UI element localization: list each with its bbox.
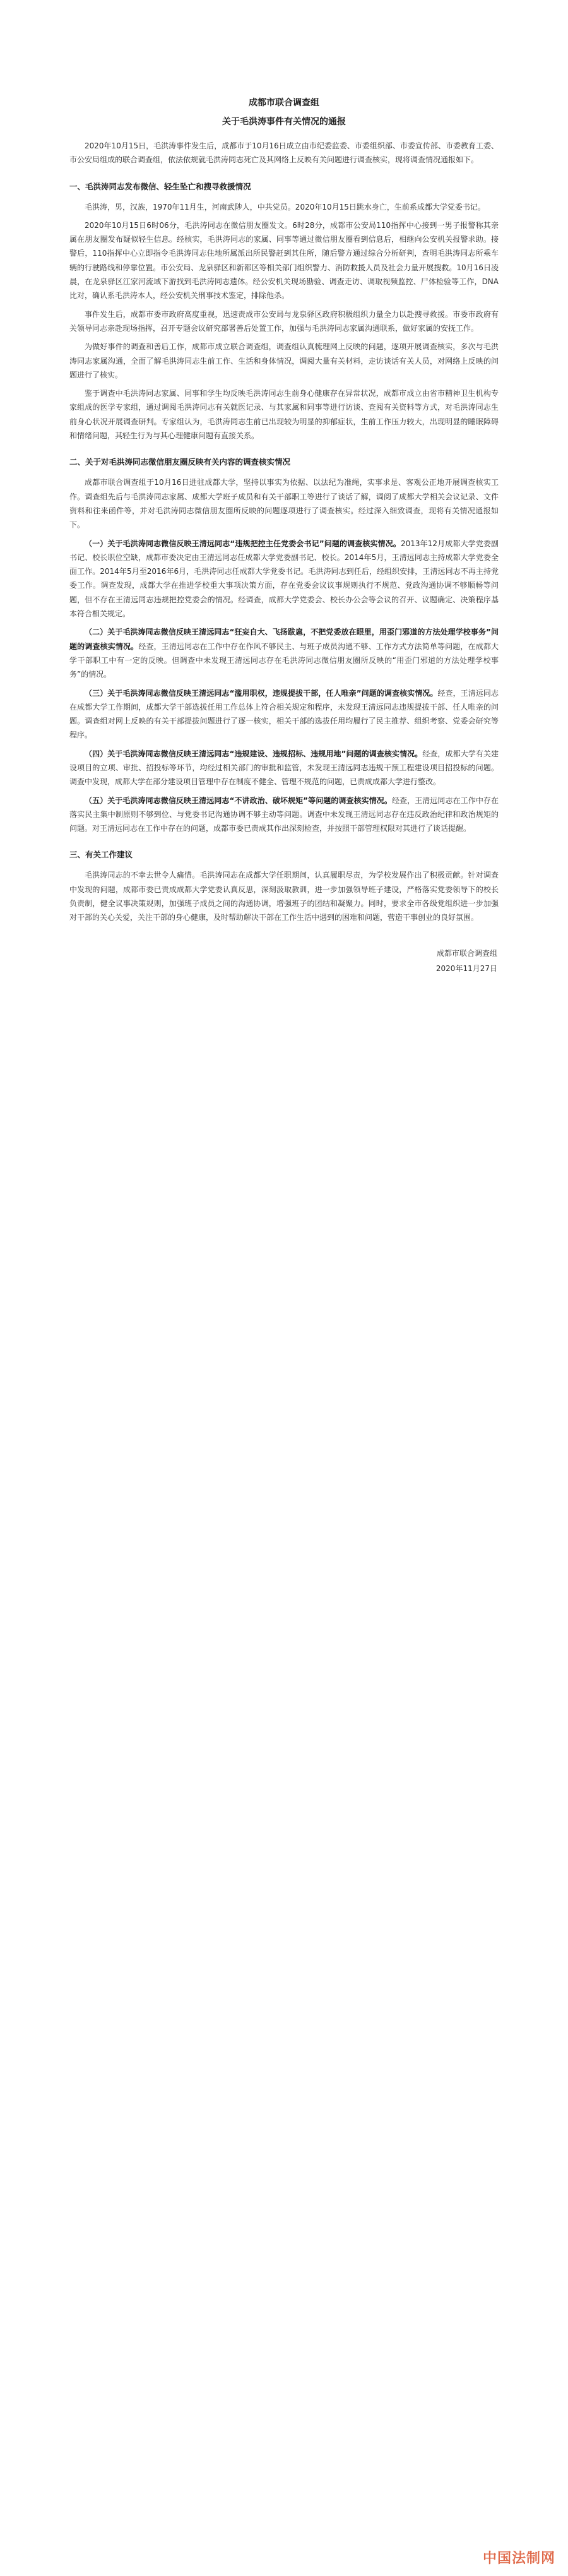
finding-lead: （二）关于毛洪涛同志微信反映王清远同志“狂妄自大、飞扬跋扈，不把党委放在眼里，用歪门邪道的方法处理学校事务”问题的调查核实情况。 bbox=[69, 628, 499, 651]
finding-item bbox=[69, 747, 499, 789]
finding-item bbox=[69, 686, 499, 742]
finding-lead: （三）关于毛洪涛同志微信反映王清远同志“滥用职权，违规提拔干部，任人唯亲”问题的调查核实情况。 bbox=[85, 688, 438, 698]
section-2-heading: 二、关于对毛洪涛同志微信朋友圈反映有关内容的调查核实情况 bbox=[69, 457, 291, 467]
section-1-paragraph: 鉴于调查中毛洪涛同志家属、同事和学生均反映毛洪涛同志生前身心健康存在异常状况，成都市成立由省市精神卫生机构专家组成的医学专家组，通过调阅毛洪涛同志有关就医记录、与其家属和同事等进行访谈、查阅有关资料等方式，对毛洪涛同志生前身心状况开展调查研判。专家组认为，毛洪涛同志生前已出现较为明显的抑郁症状，生前工作压力较大，出现明显的睡眠障碍和情绪问题，其轻生行为与其心理健康问题有直接关系。 bbox=[69, 389, 499, 441]
section-2-paragraph: 成都市联合调查组于10月16日进驻成都大学，坚持以事实为依据、以法纪为准绳，实事求是、客观公正地开展调查核实工作。调查组先后与毛洪涛同志家属、成都大学班子成员和有关干部职工等进行了谈话了解，调阅了成都大学相关会议记录、文件资料和往来函件等，并对毛洪涛同志微信朋友圈所反映的问题逐项进行了调查核实。经过深入细致调查，现将有关情况通报如下。 bbox=[69, 478, 499, 530]
section-3-paragraph: 毛洪涛同志的不幸去世令人痛惜。毛洪涛同志在成都大学任职期间，认真履职尽责，为学校发展作出了积极贡献。针对调查中发现的问题，成都市委已责成成都大学党委认真反思，深刻汲取教训，进一步加强领导班子建设，严格落实党委领导下的校长负责制，健全议事决策规则，加强班子成员之间的沟通协调，增强班子的团结和凝聚力。同时，要求全市各级党组织进一步加强对干部的关心关爱，关注干部的身心健康，及时帮助解决干部在工作生活中遇到的困难和问题，营造干事创业的良好氛围。 bbox=[69, 871, 499, 922]
org-title: 成都市联合调查组 bbox=[249, 98, 319, 108]
signature-org: 成都市联合调查组 bbox=[436, 948, 497, 958]
finding-lead: （一）关于毛洪涛同志微信反映王清远同志“违规把控主任党委会书记”问题的调查核实情况。 bbox=[85, 539, 401, 548]
section-1-paragraph: 毛洪涛，男，汉族，1970年11月生，河南武陟人，中共党员。2020年10月15日跳水身亡，生前系成都大学党委书记。 bbox=[85, 202, 485, 212]
finding-text: 2013年12月成都大学党委副书记、校长职位空缺，成都市委决定由王清远同志任成都大学党委副书记、校长。2014年5月，王清远同志主持成都大学党委全面工作。2014年5月至2016年6月，毛洪涛同志任成都大学党委书记。毛洪涛同志到任后，经组织安排，王清远同志不再主持党委工作。调查发现，成都大学在推进学校重大事项决策方面，存在党委会议议事规则执行不规范、党政沟通协调不够顺畅等问题，但不存在王清远同志违规把控党委会的情况。经调查，成都大学党委会、校长办公会等会议的召开、议题确定、决策程序基本符合相关规定。 bbox=[69, 539, 499, 619]
report-title: 关于毛洪涛事件有关情况的通报 bbox=[222, 117, 346, 127]
finding-text: 经查，王清远同志在工作中存在落实民主集中制原则不够到位、与党委书记沟通协调不够主动等问题。调查中未发现王清远同志存在违反政治纪律和政治规矩的问题。对王清远同志在工作中存在的问题，成都市委已责成其作出深刻检查，并按照干部管理权限对其进行了谈话提醒。 bbox=[69, 796, 499, 833]
finding-lead: （五）关于毛洪涛同志微信反映王清远同志“不讲政治、破坏规矩”等问题的调查核实情况。 bbox=[85, 796, 392, 805]
section-1-heading: 一、毛洪涛同志发布微信、轻生坠亡和搜寻救援情况 bbox=[69, 181, 251, 191]
finding-text: 经查，王清远同志在工作中存在作风不够民主、与班子成员沟通不够、工作方式方法简单等问题，在成都大学干部职工中有一定的反映。但调查中未发现王清远同志存在毛洪涛同志微信朋友圈所反映的“用歪门邪道的方法处理学校事务”的情况。 bbox=[69, 641, 499, 679]
finding-item bbox=[69, 537, 499, 621]
intro-paragraph: 2020年10月15日，毛洪涛事件发生后，成都市于10月16日成立由市纪委监委、市委组织部、市委宣传部、市委教育工委、市公安局组成的联合调查组，依法依规就毛洪涛同志死亡及其网络上反映有关问题进行调查核实，现将调查情况通报如下。 bbox=[69, 141, 499, 165]
section-3-heading: 三、有关工作建议 bbox=[69, 850, 133, 860]
watermark-logo bbox=[483, 2548, 555, 2567]
finding-lead: （四）关于毛洪涛同志微信反映王清远同志“违规建设、违规招标、违规用地”问题的调查核实情况。 bbox=[85, 749, 423, 758]
finding-text: 经查，王清远同志在成都大学工作期间，成都大学干部选拔任用工作总体上符合相关规定和程序，未发现王清远同志违规提拔干部、任人唯亲的问题。调查组对网上反映的有关干部提拔问题进行了逐一核实，相关干部的选拔任用均履行了民主推荐、组织考察、党委会研究等程序。 bbox=[69, 688, 499, 740]
finding-item bbox=[69, 794, 499, 836]
watermark-text: 中国法制网 bbox=[482, 2550, 555, 2567]
report-document bbox=[69, 95, 499, 975]
section-1-paragraph: 2020年10月15日6时06分，毛洪涛同志在微信朋友圈发文。6时28分，成都市公安局110指挥中心接到一男子报警称其亲属在朋友圈发布疑似轻生信息。经核实，毛洪涛同志的家属、同事等通过微信朋友圈看到信息后，相继向公安机关报警求助。接警后，110指挥中心立即指令毛洪涛同志住地所属派出所民警赶到其住所，随后警方通过综合分析研判，查明毛洪涛同志所乘车辆的行驶路线和停靠位置。市公安局、龙泉驿区和新都区等相关部门组织警力、消防救援人员及社会力量开展搜救。10月16日凌晨，在龙泉驿区江家河流域下游找到毛洪涛同志遗体。经公安机关现场勘验、调查走访、调取视频监控、尸体检验等工作，DNA比对，确认系毛洪涛本人，经公安机关刑事技术鉴定，排除他杀。 bbox=[69, 220, 499, 301]
section-1-paragraph: 事件发生后，成都市委市政府高度重视，迅速责成市公安局与龙泉驿区政府积极组织力量全力以赴搜寻救援。市委市政府有关领导同志亲赴现场指挥，召开专题会议研究部署善后处置工作，加强与毛洪涛同志家属沟通联系，做好家属的安抚工作。 bbox=[69, 309, 499, 333]
signature-date: 2020年11月27日 bbox=[435, 963, 497, 973]
finding-item bbox=[69, 625, 499, 681]
section-1-paragraph: 为做好事件的调查和善后工作，成都市成立联合调查组，调查组认真梳理网上反映的问题，逐项开展调查核实，多次与毛洪涛同志家属沟通，全面了解毛洪涛同志生前工作、生活和身体情况，调阅大量有关材料，走访谈话有关人员，对网络上反映的问题进行了核实。 bbox=[69, 342, 499, 379]
finding-text: 经查，成都大学有关建设项目的立项、审批、招投标等环节，均经过相关部门的审批和监管，未发现王清远同志违规干预工程建设项目招投标的问题。调查中发现，成都大学在部分建设项目管理中存在制度不健全、管理不规范的问题，已责成成都大学进行整改。 bbox=[69, 749, 499, 787]
